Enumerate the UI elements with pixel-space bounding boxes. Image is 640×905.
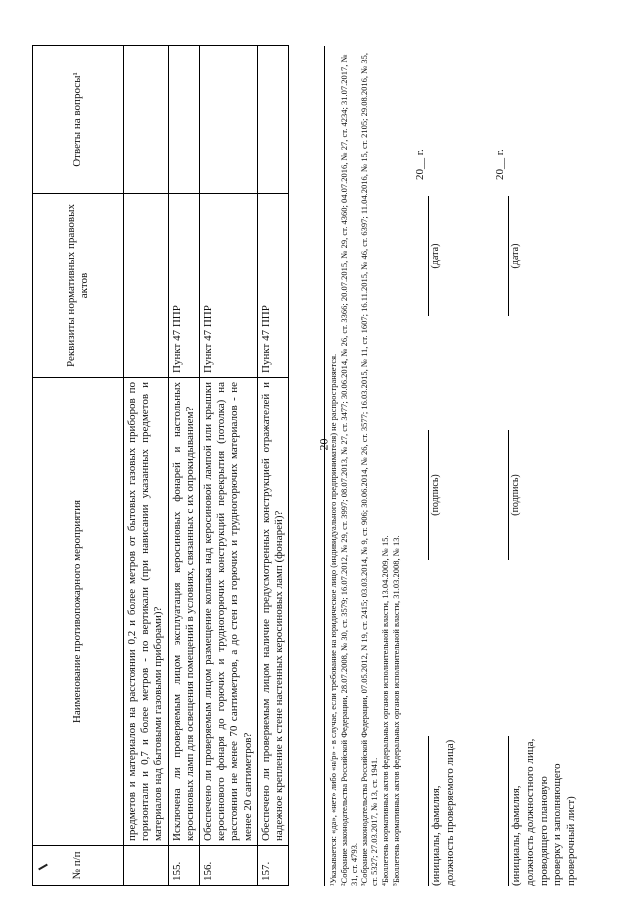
footnote: ³Собрание законодательства Российской Федерации, 07.05.2012, N 19, ст. 2415; 03.03.2014, № 9, ст. 906; 30.06.2014, № 26, ст. 3577; 16.03.2015, № 11, ст. 1607; 16.11.2015, № 46, ст. 6397; 11.04.2016, № 15, ст. 2105; 29.08.2016, № 35, ст. 5327; 27.03.2017, № 13, ст. 1941. (359, 53, 380, 886)
signature-caption: (подпись) (510, 474, 521, 516)
table-row (124, 46, 169, 886)
row-description: Обеспечено ли проверяемым лицом наличие предусмотренных конструкцией отражателей и надежное крепление к стене настенных керосиновых ламп (фонарей)? (257, 378, 288, 846)
footnote: ²Собрание законодательства Российской Федерации, 28.07.2008, № 30, ст. 3579; 16.07.2012, № 29, ст. 3997; 08.07.2013, № 27, ст. 3477; 30.06.2014, № 26, ст. 3366; 20.07.2015, № 29, ст. 4360; 04.07.2016, № 27, ст. 4234; 31.07.2017, № 31, ст. 4793. (338, 54, 359, 886)
row-answer-cell[interactable] (124, 46, 169, 194)
page-number: 20 (316, 438, 331, 451)
header-number: № п/п (33, 846, 124, 886)
date-caption: (дата) (430, 243, 441, 269)
footnote: ⁵Бюллетень нормативных актов федеральных органов исполнительной власти, 31.03.2008, № 13. (390, 535, 401, 886)
rotated-page-content (32, 26, 612, 886)
signature-caption: (подпись) (430, 474, 441, 516)
checklist-table (32, 45, 289, 886)
signature-line (508, 196, 509, 316)
header-measure: Наименование противопожарного мероприятия (33, 378, 124, 846)
row-description: Исключена ли проверяемым лицом эксплуатация керосиновых фонарей и настольных керосиновых ламп для освещения помещений в условиях, связанных с их опрокидыванием? (168, 378, 199, 846)
row-answer-cell[interactable] (257, 46, 288, 194)
table-row (257, 46, 288, 886)
table-row (199, 46, 257, 886)
header-requisites: Реквизиты нормативных правовых актов (33, 194, 124, 378)
row-number (124, 846, 169, 886)
signatory-caption: (инициалы, фамилия, должность проверяемого лица) (430, 739, 456, 886)
row-requisites: Пункт 47 ППР (199, 194, 257, 378)
row-requisites (124, 194, 169, 378)
row-description: Обеспечено ли проверяемым лицом размещение колпака над керосиновой лампой или крышки керосинового фонаря до горючих и трудногорючих конструкций перекрытия (потолка) на расстоянии не менее 70 сантиметров, а до стен из горючих и трудногорючих материалов - не менее 20 сантиметров? (199, 378, 257, 846)
row-answer-cell[interactable] (199, 46, 257, 194)
row-requisites: Пункт 47 ППР (257, 194, 288, 378)
year-field[interactable]: 20__ г. (494, 149, 506, 180)
table-header-row (33, 46, 124, 886)
signature-line (428, 430, 429, 560)
row-number: 155. (168, 846, 199, 886)
year-field[interactable]: 20__ г. (414, 149, 426, 180)
signatory-caption: (инициалы, фамилия, должность должностного лица, проводящего плановую проверку и заполняющего проверочный лист) (510, 738, 577, 886)
row-answer-cell[interactable] (168, 46, 199, 194)
footnote: ⁴Бюллетень нормативных актов федеральных органов исполнительной власти, 13.04.2009, № 15. (379, 535, 390, 886)
footnotes (324, 46, 402, 886)
signature-line (428, 196, 429, 316)
row-description: предметов и материалов на расстоянии 0,2 и более метров от бытовых газовых приборов по горизонтали и 0,7 и более метров - по вертикали (при нависании указанных предметов и материалов над бытовыми газовыми приборами)? (124, 378, 169, 846)
footnote: ¹Указывается: «да», «нет» либо «н/р» - в случае, если требование на юридическое лицо (индивидуального предпринимателя) не распространяется. (328, 353, 338, 886)
signature-line (508, 430, 509, 560)
row-requisites: Пункт 47 ППР (168, 194, 199, 378)
row-number: 156. (199, 846, 257, 886)
signature-line (508, 736, 509, 886)
table-row (168, 46, 199, 886)
signature-line (428, 736, 429, 886)
date-caption: (дата) (510, 243, 521, 269)
row-number: 157. (257, 846, 288, 886)
header-answers: Ответы на вопросы¹ (33, 46, 124, 194)
